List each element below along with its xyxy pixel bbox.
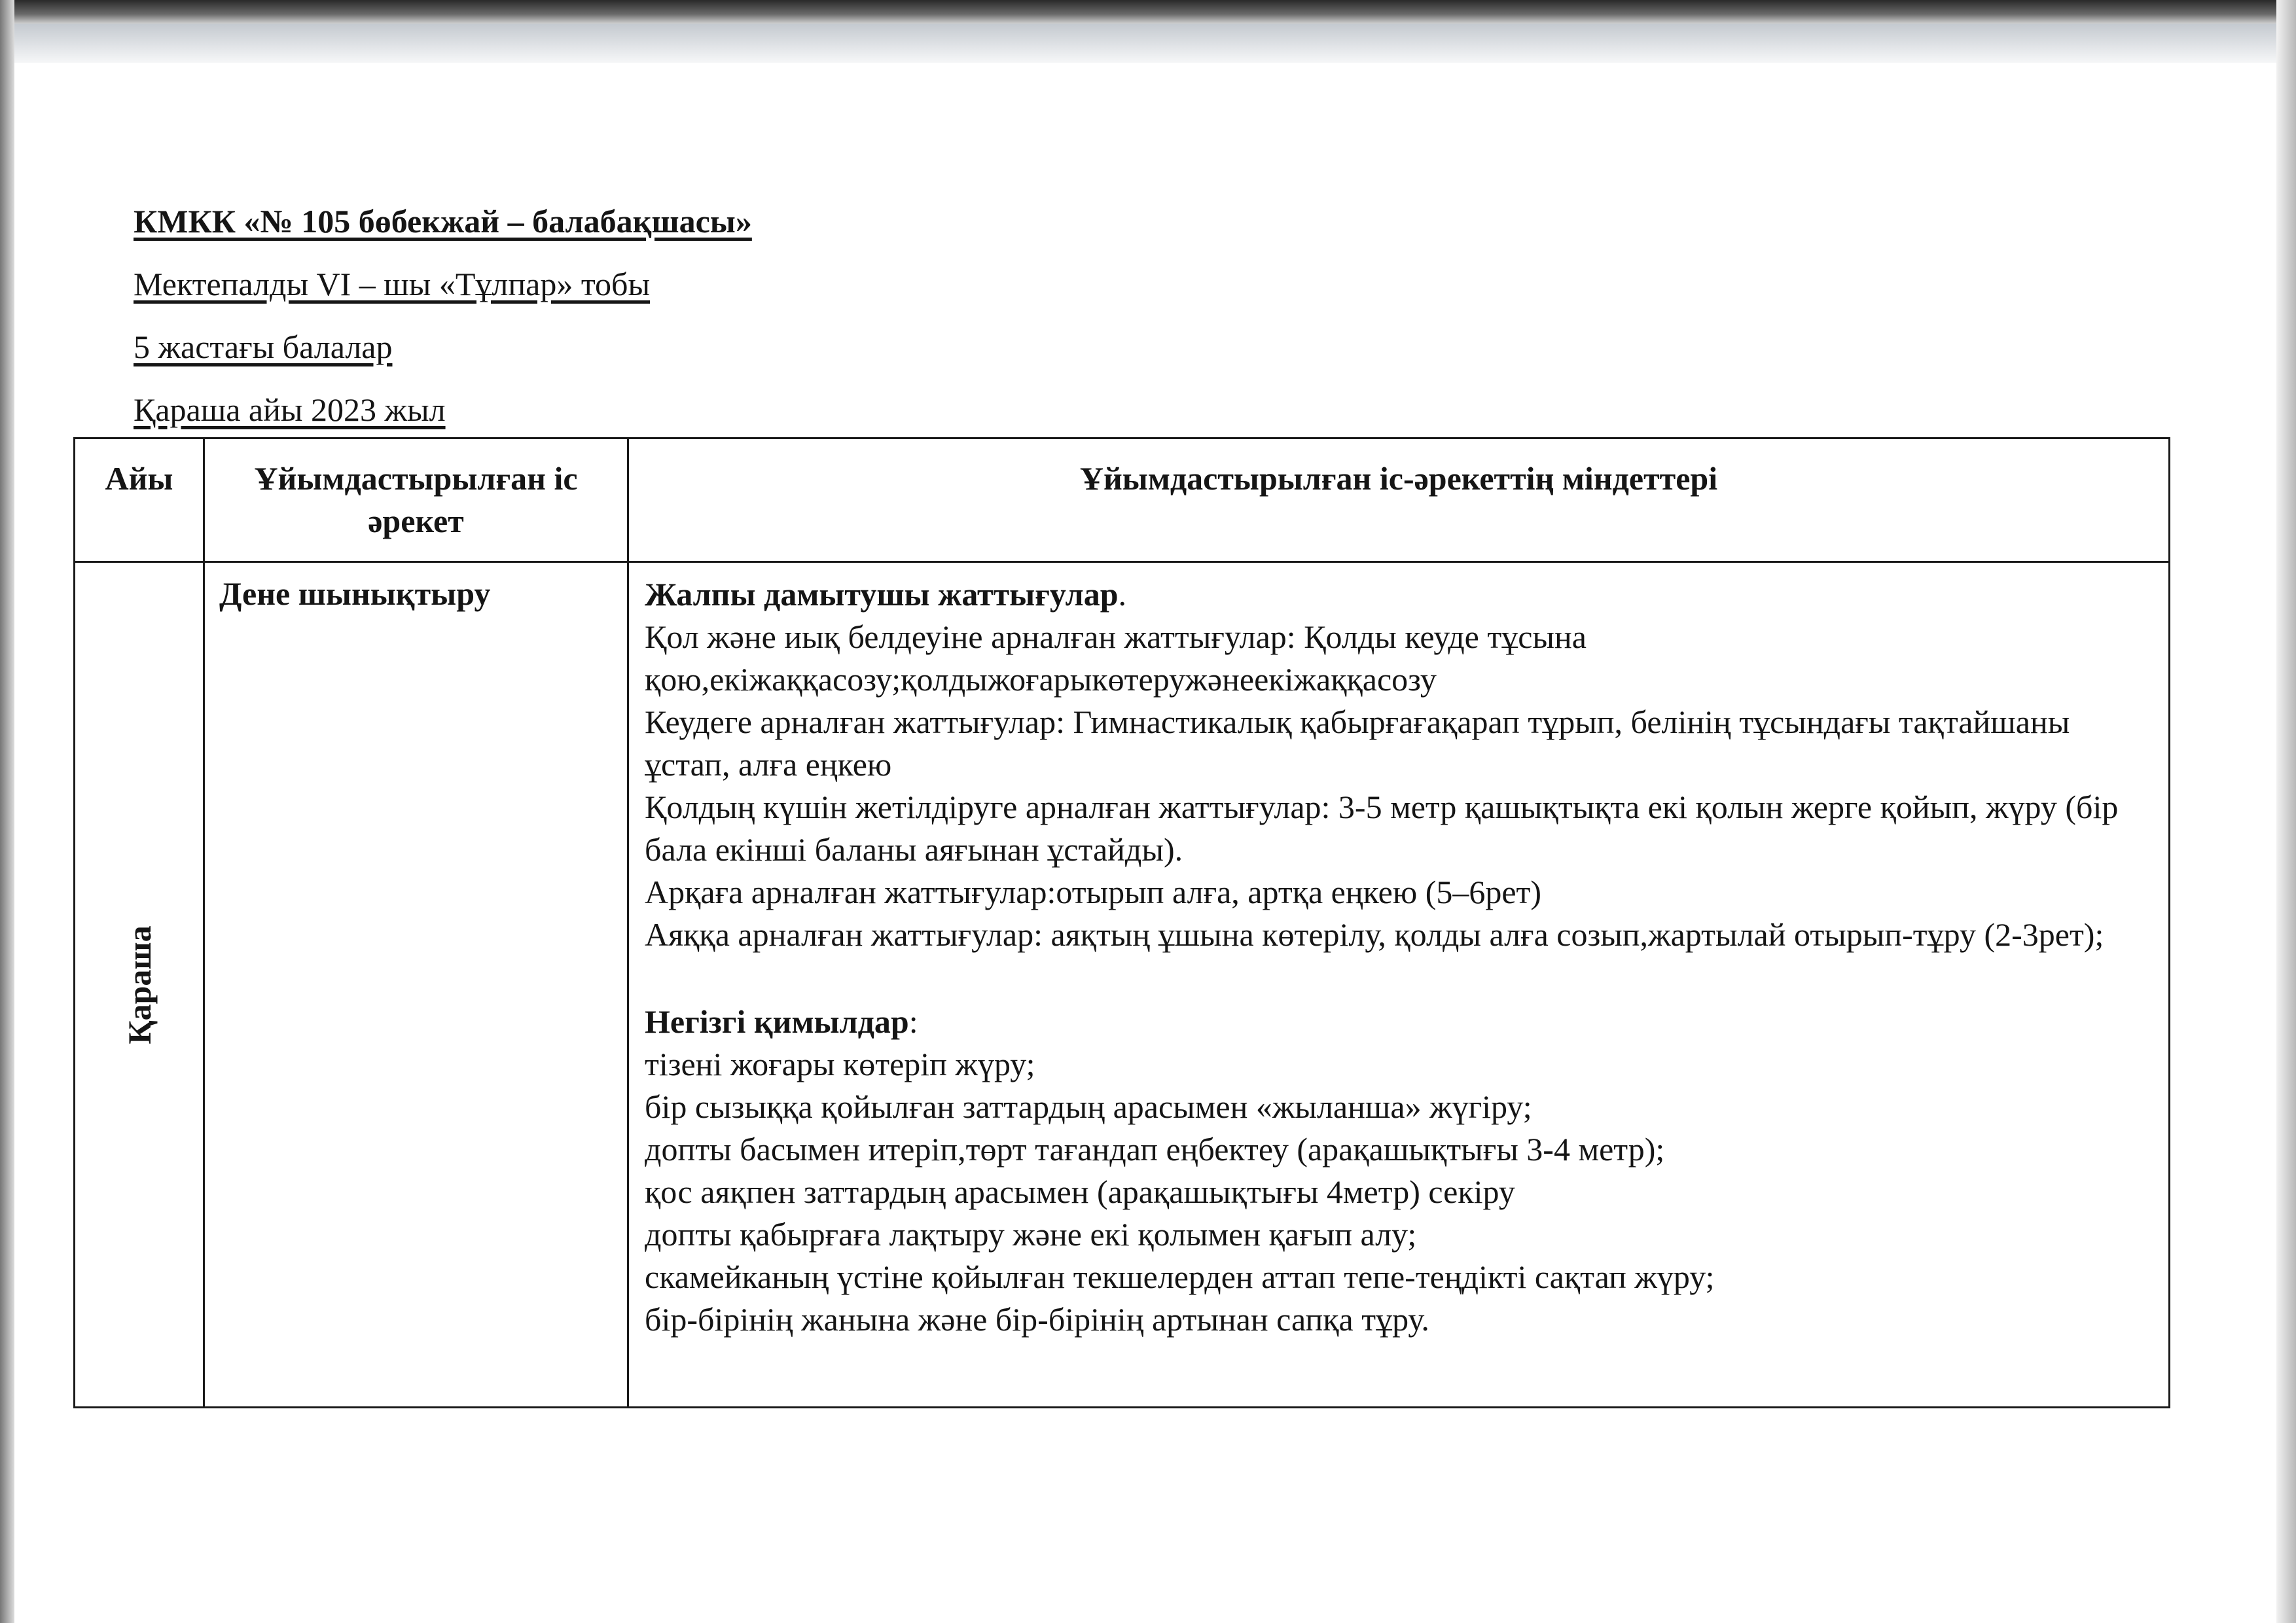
task-item: Аяққа арналған жаттығулар: аяқтың ұшына көтерілу, қолды алға созып,жартылай отырып-тұру (2-3рет); (645, 916, 2104, 953)
section-heading (645, 1001, 2155, 1043)
scan-border-top (0, 0, 2296, 24)
month-label: Қараша (120, 925, 158, 1044)
scan-shadow-top (0, 24, 2296, 63)
task-item: скамейканың үстіне қойылған текшелерден аттап тепе-теңдікті сақтап жүру; (645, 1258, 1715, 1295)
activity-name: Дене шынықтыру (204, 562, 628, 1408)
header-activity: Ұйымдастырылған іс әрекет (204, 438, 628, 562)
tasks-cell (628, 562, 2170, 1408)
task-item: Қолдың күшін жетілдіруге арналған жаттығулар: 3-5 метр қашықтықта екі қолын жерге қойып, жүру (бір бала екінші баланы аяғынан ұстайды). (645, 789, 2119, 868)
task-item: тізені жоғары көтеріп жүру; (645, 1046, 1035, 1082)
table-row (75, 562, 2170, 1408)
scan-border-left (0, 0, 14, 1623)
section-title-suffix: . (1118, 576, 1127, 613)
scan-border-right (2276, 0, 2296, 1623)
section-title: Жалпы дамытушы жаттығулар (645, 576, 1119, 613)
task-item: Кеудеге арналған жаттығулар: Гимнастикалық қабырғағақарап тұрып, белінің тұсындағы тақтайшаны ұстап, алға еңкею (645, 704, 2070, 783)
activity-plan-table (73, 437, 2170, 1408)
task-item: бір-бірінің жанына және бір-бірінің артынан сапқа тұру. (645, 1301, 1429, 1338)
task-item: допты басымен итеріп,төрт тағандап еңбектеу (арақашықтығы 3-4 метр); (645, 1131, 1665, 1168)
section-title-suffix: : (908, 1003, 918, 1040)
task-item: допты қабырғаға лақтыру және екі қолымен қағып алу; (645, 1216, 1417, 1253)
task-item: Қол және иық белдеуіне арналған жаттығулар: Қолды кеуде тұсына қою,екіжаққасозу;қолдыжоғарыкөтеружәнеекіжаққасозу (645, 618, 1587, 698)
header-tasks: Ұйымдастырылған іс-әрекеттің міндеттері (628, 438, 2170, 562)
age-group: 5 жастағы балалар (134, 329, 393, 365)
group-name: Мектепалды VI – шы «Тұлпар» тобы (134, 266, 651, 302)
section-spacer (645, 956, 2155, 1001)
period-label: Қараша айы 2023 жыл (134, 391, 446, 428)
table-header-row (75, 438, 2170, 562)
header-month: Айы (75, 438, 204, 562)
section-heading (645, 573, 2155, 616)
month-cell (75, 562, 204, 1408)
task-item: Арқаға арналған жаттығулар:отырып алға, артқа еңкею (5–6рет) (645, 874, 1542, 910)
organization-name: КМКК «№ 105 бөбекжай – балабақшасы» (134, 203, 752, 240)
task-item: қос аяқпен заттардың арасымен (арақашықтығы 4метр) секіру (645, 1173, 1515, 1210)
task-item: бір сызыққа қойылған заттардың арасымен «жыланша» жүгіру; (645, 1088, 1532, 1125)
document-header (134, 190, 752, 441)
section-title: Негізгі қимылдар (645, 1003, 909, 1040)
